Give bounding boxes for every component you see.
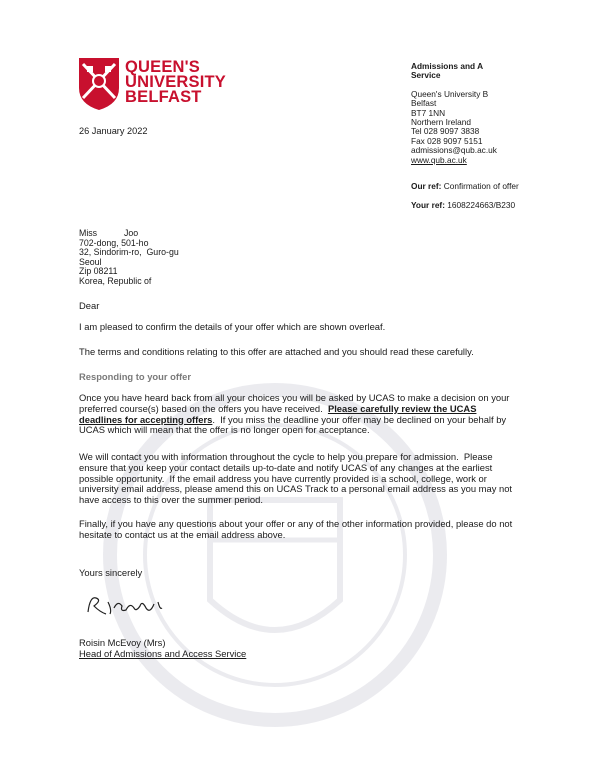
salutation: Dear [79, 300, 100, 311]
signatory-name: Roisin McEvoy (Mrs) [79, 637, 166, 648]
your-ref [411, 200, 515, 210]
phone: Tel 028 9097 3838 [411, 126, 480, 137]
department-name-1: Admissions and A [411, 61, 484, 71]
recipient-line: 32, Sindorim-ro, Guro-gu [79, 247, 179, 258]
paragraph-5: Finally, if you have any questions about your offer or any of the other information provided, please do not hesitate to contact us at the email address above. [79, 518, 513, 540]
paragraph-2: The terms and conditions relating to this offer are attached and you should read these carefully. [79, 346, 474, 357]
paragraph-3-text-a: Once you have heard back from all your choices you will be asked by UCAS to make a decision on your preferred course(s) based on the offers you have received. [79, 392, 513, 414]
website-link[interactable]: www.qub.ac.uk [411, 154, 467, 165]
our-ref-label: Our ref: [411, 181, 442, 191]
your-ref-value: 1608224663/B230 [447, 200, 516, 210]
department-name-2: Service [411, 70, 441, 81]
address-line: Northern Ireland [411, 117, 471, 128]
logo-wordmark [125, 60, 226, 105]
address-line: BT7 1NN [411, 107, 446, 118]
letter-date: 26 January 2022 [79, 126, 148, 136]
address-line: Belfast [411, 98, 437, 109]
handwritten-signature [84, 590, 174, 620]
recipient-line: Seoul [79, 256, 102, 267]
address-line: Queen's University B [411, 88, 489, 99]
sender-address [411, 62, 497, 165]
recipient-line: 702-dong, 501-ho [79, 237, 149, 248]
logo-line-1: QUEEN'S [125, 58, 201, 76]
recipient-line: Korea, Republic of [79, 275, 152, 286]
paragraph-3-text-b: . If you miss the deadline your offer may be declined on your behalf by UCAS which will mean that the offer is no longer open for acceptance. [79, 413, 509, 436]
crest-icon [79, 58, 119, 110]
our-ref [411, 181, 519, 191]
recipient-line: Zip 08211 [79, 266, 118, 277]
our-ref-value: Confirmation of offer [443, 181, 519, 191]
closing: Yours sincerely [79, 567, 143, 578]
paragraph-1: I am pleased to confirm the details of your offer which are shown overleaf. [79, 321, 386, 332]
paragraph-4: We will contact you with information throughout the cycle to help you prepare for admission. Please ensure that you keep your contact details up-to-date and notify UCAS of any changes at the earliest possible opportunity. If the email address you have currently provided is a school, college, work or university email address, please amend this on UCAS Track to a personal email address as you may not have access to this over the summer period. [79, 451, 515, 506]
recipient-line: Miss Joo [79, 228, 139, 238]
section-heading: Responding to your offer [79, 371, 191, 382]
logo-line-2: UNIVERSITY [125, 73, 227, 91]
paragraph-3 [79, 393, 511, 436]
fax: Fax 028 9097 5151 [411, 135, 483, 146]
university-logo [79, 58, 259, 114]
your-ref-label: Your ref: [411, 200, 445, 210]
recipient-address [79, 229, 179, 287]
logo-line-3: BELFAST [125, 88, 202, 106]
signatory-title: Head of Admissions and Access Service [79, 648, 247, 659]
ucas-deadlines-link[interactable]: Please carefully review the UCAS deadlines for accepting offers [79, 402, 477, 425]
email: admissions@qub.ac.uk [411, 145, 497, 156]
